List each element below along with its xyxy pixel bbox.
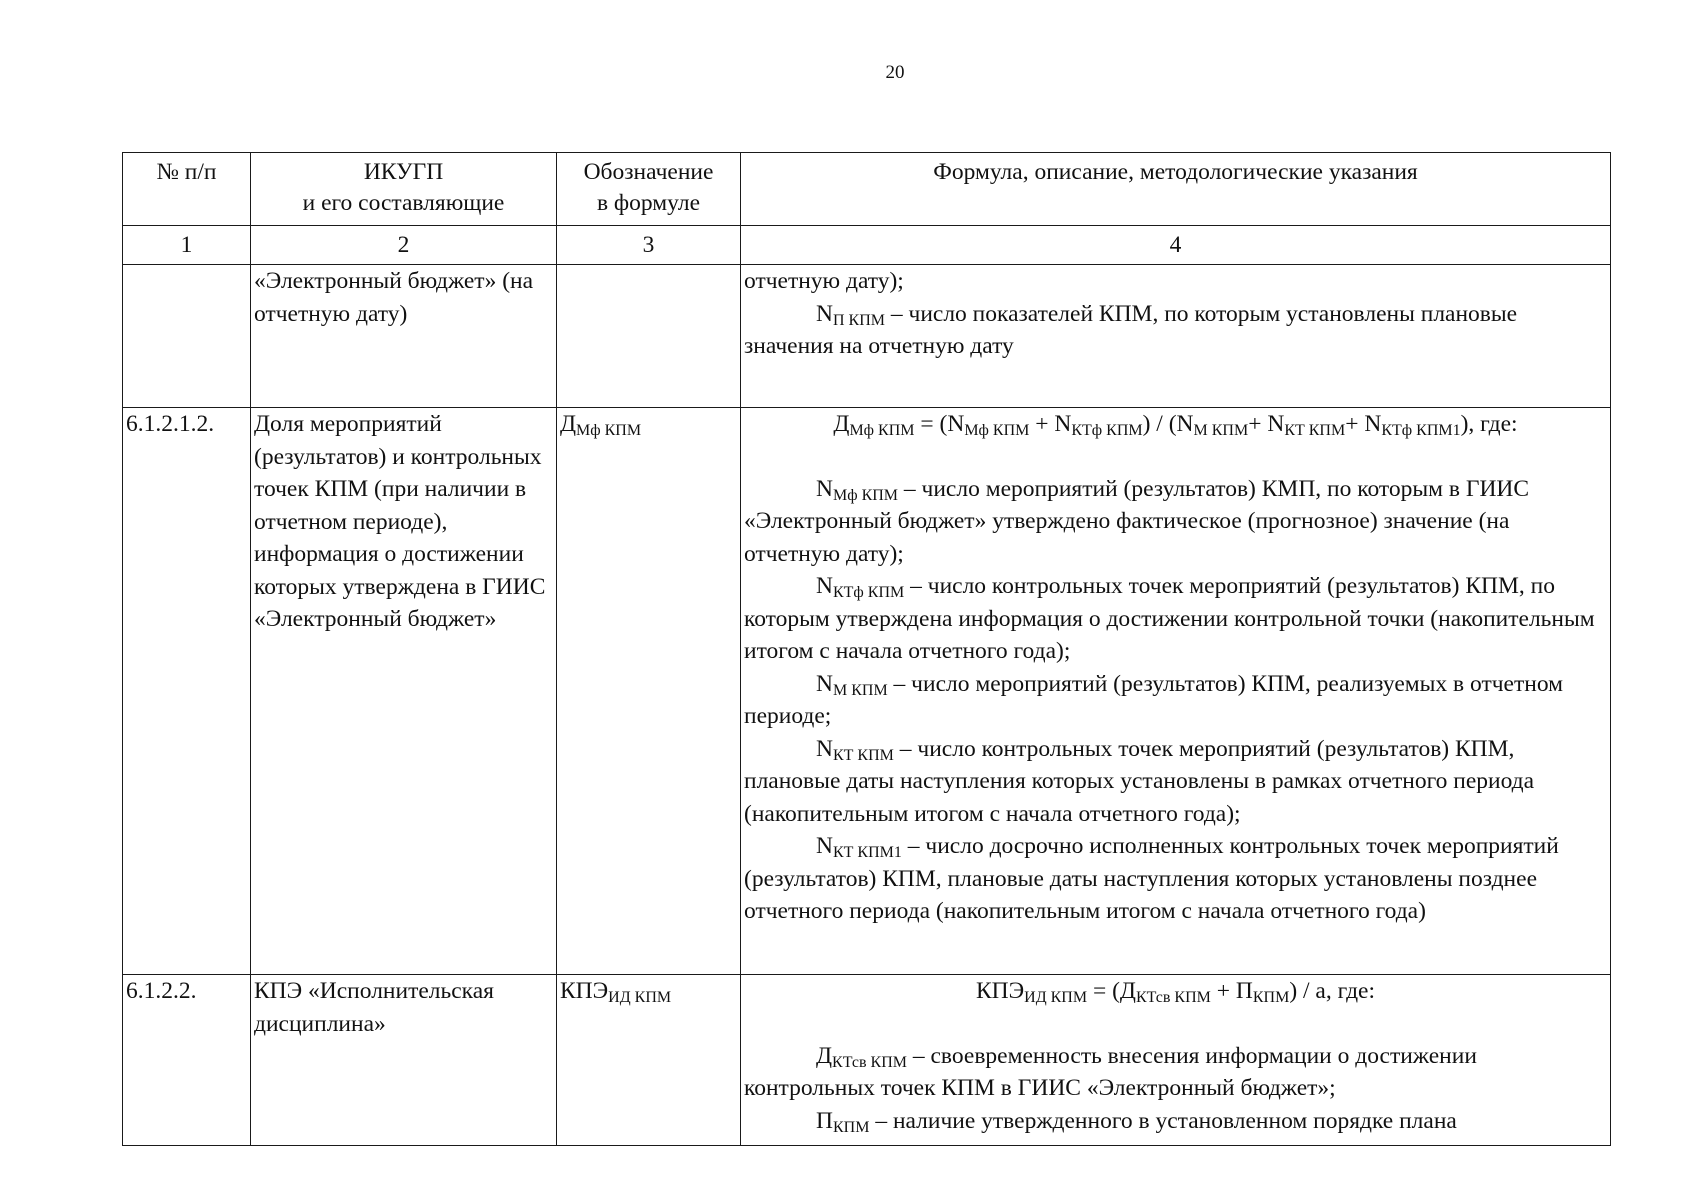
item-text: – число досрочно исполненных контрольных точек мероприятий (результатов) КПМ, плановые даты наступления которых установлены позднее отчетного периода (накопительным итогом с начала отчетного года) (744, 833, 1559, 924)
item-text: – своевременность внесения информации о достижении контрольных точек КПМ в ГИИС «Электронный бюджет»; (744, 1042, 1477, 1101)
formula-subscript: КТф КПМ (1071, 422, 1143, 439)
item-symbol: N (816, 735, 833, 762)
item-subscript: КТ КПМ1 (832, 844, 902, 861)
column-number-1: 1 (123, 226, 251, 265)
item-subscript: Мф КПМ (832, 486, 899, 504)
description-item (744, 1040, 1607, 1105)
table-row (123, 975, 1611, 1146)
description-item (744, 473, 1607, 571)
formula-subscript: КТсв КПМ (1135, 989, 1211, 1006)
column-number-3: 3 (557, 226, 741, 265)
formula-subscript: КПМ (1252, 989, 1290, 1006)
description-line: отчетную дату); (744, 268, 904, 294)
item-symbol: N (816, 475, 833, 502)
item-text: – число контрольных точек мероприятий (результатов) КПМ, плановые даты наступления которых установлены в рамках отчетного периода (накопительным итогом с начала отчетного года); (744, 735, 1535, 827)
formula-part: ) / (N (1142, 411, 1194, 437)
table-row (123, 265, 1611, 408)
formula-part: + П (1210, 978, 1253, 1004)
item-subscript: КТф КПМ (832, 584, 905, 601)
item-symbol: N (816, 670, 833, 697)
formula-part: + N (1029, 411, 1072, 437)
row-description (741, 265, 1611, 408)
formula-subscript: Мф КПМ (849, 422, 915, 439)
header-formula-label: Формула, описание, методологические указания (933, 159, 1418, 185)
description-item (744, 830, 1607, 928)
item-text: – число показателей КПМ, по которым установлены плановые значения на отчетную дату (744, 300, 1518, 359)
row-indicator-name: Доля мероприятий (результатов) и контрольных точек КПМ (при наличии в отчетном периоде), информация о достижении которых утверждена в ГИИС «Электронный бюджет» (251, 408, 557, 975)
item-text: – число мероприятий (результатов) КМП, по которым в ГИИС «Электронный бюджет» утверждено фактическое (прогнозное) значение (на отчетную дату); (744, 475, 1530, 567)
formula-subscript: ИД КПМ (1024, 989, 1088, 1006)
row-number (123, 265, 251, 408)
symbol-subscript: ИД КПМ (608, 989, 672, 1006)
header-formula (741, 153, 1611, 226)
row-indicator-name: КПЭ «Исполнительская дисциплина» (251, 975, 557, 1146)
row-number: 6.1.2.2. (123, 975, 251, 1146)
description-item (744, 733, 1607, 831)
item-text: – наличие утвержденного в установленном порядке плана (869, 1107, 1457, 1134)
row-symbol (557, 408, 741, 975)
row-symbol (557, 265, 741, 408)
formula-subscript: КТф КПМ1 (1381, 422, 1461, 439)
formula-part: = (N (914, 411, 965, 437)
formula-line (744, 408, 1607, 441)
description-item (744, 570, 1607, 668)
formula-part: ) / a, где: (1289, 978, 1375, 1004)
description-item (744, 1105, 1607, 1138)
item-subscript: М КПМ (832, 681, 888, 699)
item-symbol: П (816, 1107, 833, 1134)
item-symbol: N (816, 833, 833, 859)
column-number-4: 4 (741, 226, 1611, 265)
formula-subscript: Мф КПМ (964, 422, 1030, 439)
description-item (744, 298, 1607, 363)
header-symbol-label: Обозначение в формуле (583, 159, 714, 216)
table-header-row (123, 153, 1611, 226)
formula-part: + N (1248, 411, 1285, 437)
item-symbol: Д (816, 1042, 833, 1069)
row-description (741, 408, 1611, 975)
row-number: 6.1.2.1.2. (123, 408, 251, 975)
header-indicator-label: ИКУГП и его составляющие (302, 159, 505, 216)
page-number: 20 (885, 62, 905, 83)
item-subscript: П КПМ (832, 311, 885, 329)
formula-part: = (Д (1087, 978, 1136, 1004)
description-item (744, 668, 1607, 733)
formula-part: + N (1345, 411, 1382, 437)
row-indicator-name: «Электронный бюджет» (на отчетную дату) (251, 265, 557, 408)
item-subscript: КТ КПМ (832, 746, 894, 764)
column-number-2: 2 (251, 226, 557, 265)
table-row (123, 408, 1611, 975)
formula-subscript: КТ КПМ (1284, 422, 1346, 439)
header-number (123, 153, 251, 226)
symbol-main: КПЭ (560, 978, 609, 1004)
header-indicator (251, 153, 557, 226)
item-subscript: КПМ (832, 1118, 870, 1136)
methodology-table (122, 152, 1611, 1146)
formula-part: Д (833, 411, 850, 437)
row-description (741, 975, 1611, 1146)
formula-part: КПЭ (975, 978, 1025, 1004)
symbol-main: Д (560, 411, 577, 437)
item-text: – число контрольных точек мероприятий (результатов) КПМ, по которым утверждена информация о достижении контрольной точки (накопительным итогом с начала отчетного года); (744, 573, 1595, 664)
formula-part: ), где: (1460, 411, 1518, 437)
item-text: – число мероприятий (результатов) КПМ, реализуемых в отчетном периоде; (744, 670, 1563, 729)
formula-line (744, 975, 1607, 1008)
item-subscript: КТсв КПМ (832, 1053, 907, 1071)
row-symbol (557, 975, 741, 1146)
formula-subscript: М КПМ (1193, 422, 1249, 439)
header-number-label: № п/п (156, 159, 217, 185)
item-symbol: N (816, 573, 833, 599)
symbol-subscript: Мф КПМ (576, 422, 642, 439)
column-number-row (123, 226, 1611, 265)
item-symbol: N (816, 300, 833, 327)
header-symbol (557, 153, 741, 226)
